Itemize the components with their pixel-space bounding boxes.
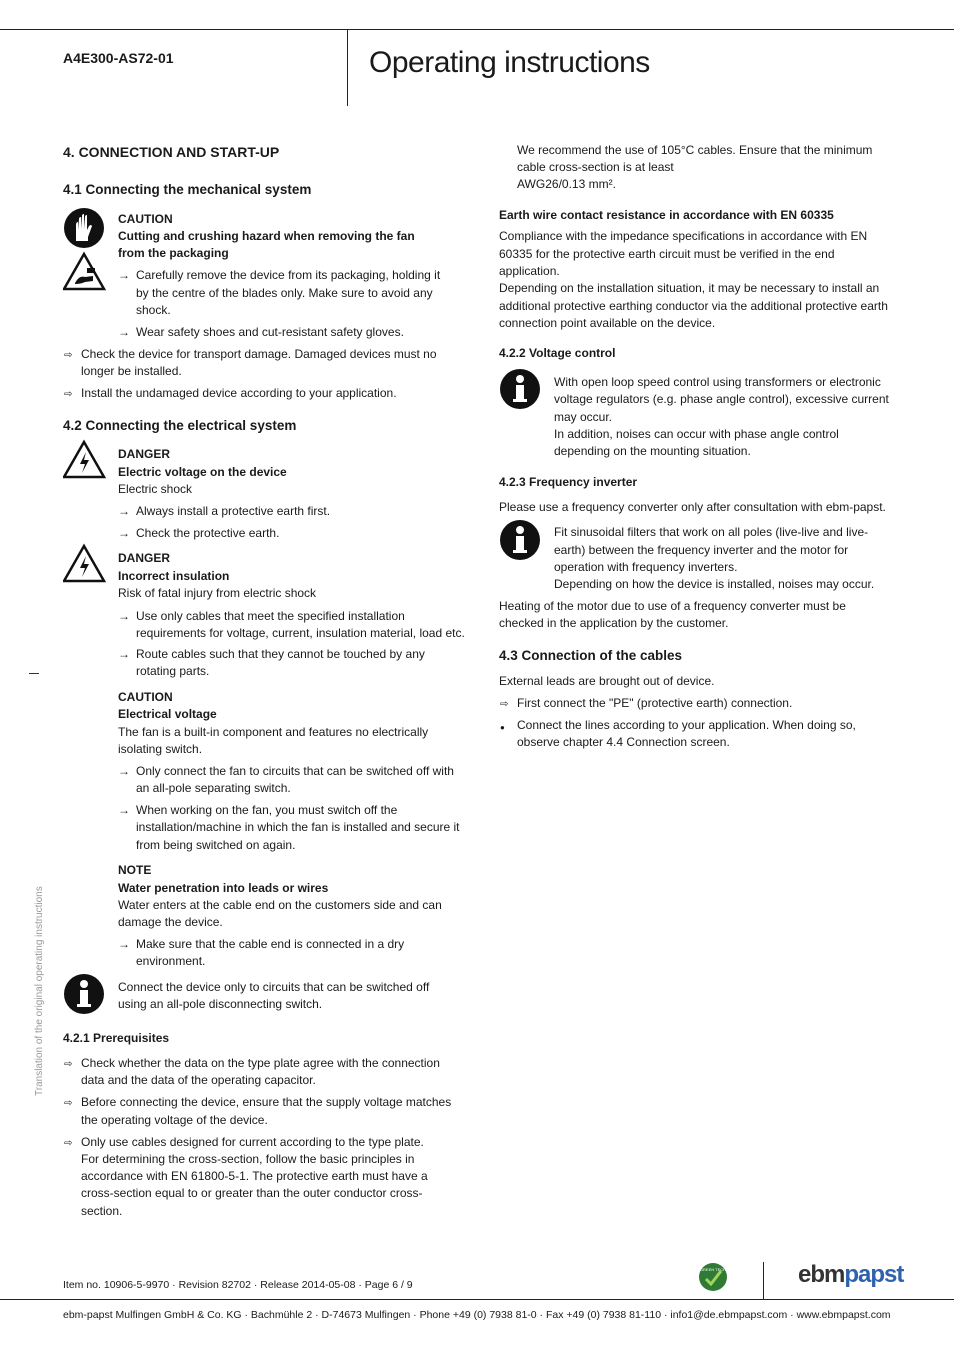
danger-label: DANGER <box>118 447 171 461</box>
caution-label: CAUTION <box>118 690 173 704</box>
list-item-line1: Check the device for transport damage. Damaged devices must no <box>81 347 437 361</box>
danger-title: Electric voltage on the device <box>118 465 287 479</box>
ebmpapst-logo <box>798 1260 903 1290</box>
frequency-inverter-line4: Depending on how the device is installed, noises may occur. <box>554 577 875 591</box>
arrow-icon: → <box>118 647 130 661</box>
margin-mark <box>29 673 39 674</box>
bullet-arrow-icon: ⇨ <box>64 1138 73 1149</box>
heading-4-2-2: 4.2.2 Voltage control <box>499 346 616 360</box>
frequency-inverter-line1: Fit sinusoidal filters that work on all poles (live-live and live- <box>554 525 869 539</box>
bullet-arrow-icon: ⇨ <box>64 1098 73 1109</box>
connection-step2-line2: observe chapter 4.4 Connection screen. <box>517 735 730 749</box>
info-text-line1: Connect the device only to circuits that can be switched off <box>118 980 430 994</box>
cable-rec-line2: cable cross-section is at least <box>517 160 674 174</box>
page-title: Operating instructions <box>369 46 650 79</box>
info-text-line2: using an all-pole disconnecting switch. <box>118 997 323 1011</box>
arrow-icon: → <box>118 504 130 518</box>
prereq-3-line3: accordance with EN 61800-5-1. The protective earth must have a <box>81 1169 428 1183</box>
footer-rule <box>0 1299 954 1300</box>
danger-label: DANGER <box>118 551 171 565</box>
caution-step2-line3: from being switched on again. <box>136 838 296 852</box>
note-subtitle-line2: damage the device. <box>118 915 223 929</box>
heading-earth-wire: Earth wire contact resistance in accordance with EN 60335 <box>499 208 834 222</box>
caution-label: CAUTION <box>118 212 173 226</box>
info-icon <box>499 519 543 561</box>
caution-step2: Wear safety shoes and cut-resistant safety gloves. <box>136 325 404 339</box>
caution-step1-line1: Carefully remove the device from its packaging, holding it <box>136 268 441 282</box>
caution-step1-line1: Only connect the fan to circuits that can be switched off with <box>136 764 454 778</box>
earth-text-line3: application. <box>499 264 560 278</box>
caution-title-line2: from the packaging <box>118 246 229 260</box>
connection-step1: First connect the "PE" (protective earth) connection. <box>517 696 793 710</box>
company-info: ebm-papst Mulfingen GmbH & Co. KG · Bachmühle 2 · D-74673 Mulfingen · Phone +49 (0) 7938 81-0 · Fax +49 (0) 7938 81-110 · info1@de.ebmpapst.com · www.ebmpapst.com <box>63 1309 891 1321</box>
safety-gloves-icon <box>63 207 107 249</box>
high-voltage-warning-icon <box>63 543 107 585</box>
list-item: Install the undamaged device according to your application. <box>81 386 397 400</box>
prereq-1-line1: Check whether the data on the type plate agree with the connection <box>81 1056 440 1070</box>
note-step1-line1: Make sure that the cable end is connected in a dry <box>136 937 405 951</box>
voltage-control-line5: depending on the mounting situation. <box>554 444 751 458</box>
arrow-icon: → <box>118 803 130 817</box>
caution-step2-line2: installation/machine in which the fan is installed and secure it <box>136 820 460 834</box>
caution-step1-line2: an all-pole separating switch. <box>136 781 291 795</box>
arrow-icon: → <box>118 764 130 778</box>
prereq-3-line5: section. <box>81 1204 123 1218</box>
danger-title: Incorrect insulation <box>118 569 230 583</box>
crushing-hazard-icon <box>63 251 107 293</box>
heading-4-1: 4.1 Connecting the mechanical system <box>63 182 312 197</box>
heating-line1: Heating of the motor due to use of a frequency converter must be <box>499 599 846 613</box>
caution-step2-line1: When working on the fan, you must switch off the <box>136 803 398 817</box>
caution-title: Electrical voltage <box>118 707 217 721</box>
caution-title-line1: Cutting and crushing hazard when removing the fan <box>118 229 415 243</box>
heating-line2: checked in the application by the customer. <box>499 616 729 630</box>
side-note: Translation of the original operating instructions <box>34 886 45 1096</box>
earth-text-line1: Compliance with the impedance specifications in accordance with EN <box>499 229 868 243</box>
note-label: NOTE <box>118 863 152 877</box>
heading-4-3: 4.3 Connection of the cables <box>499 648 683 663</box>
greentech-text: GREEN TECH <box>699 1267 727 1272</box>
greentech-logo-icon <box>698 1262 728 1292</box>
bullet-arrow-icon: ⇨ <box>64 389 73 400</box>
caution-subtitle-line2: isolating switch. <box>118 742 203 756</box>
connection-step2-line1: Connect the lines according to your application. When doing so, <box>517 718 856 732</box>
heading-4-2-3: 4.2.3 Frequency inverter <box>499 475 638 489</box>
item-info: Item no. 10906-5-9970 · Revision 82702 · Release 2014-05-08 · Page 6 / 9 <box>63 1279 413 1291</box>
danger-step1-line2: requirements for voltage, current, insulation material, load etc. <box>136 626 465 640</box>
caution-subtitle-line1: The fan is a built-in component and features no electrically <box>118 725 429 739</box>
prereq-3-line2: For determining the cross-section, follow the basic principles in <box>81 1152 415 1166</box>
caution-step1-line3: shock. <box>136 303 171 317</box>
cable-rec-line1: We recommend the use of 105°C cables. Ensure that the minimum <box>517 143 873 157</box>
voltage-control-line3: may occur. <box>554 410 613 424</box>
note-step1-line2: environment. <box>136 954 206 968</box>
earth-text-line2: 60335 for the protective earth circuit must be verified in the end <box>499 247 835 261</box>
bullet-arrow-icon: ⇨ <box>64 1059 73 1070</box>
prereq-1-line2: data and the data of the operating capacitor. <box>81 1073 316 1087</box>
danger-subtitle: Risk of fatal injury from electric shock <box>118 586 317 600</box>
prereq-3-line1: Only use cables designed for current according to the type plate. <box>81 1135 424 1149</box>
earth-text-line5: additional protective earthing conductor via the additional protective earth <box>499 299 888 313</box>
prereq-2-line1: Before connecting the device, ensure that the supply voltage matches <box>81 1095 452 1109</box>
danger-step2: Check the protective earth. <box>136 526 280 540</box>
external-leads-text: External leads are brought out of device. <box>499 674 715 688</box>
prereq-2-line2: the operating voltage of the device. <box>81 1113 268 1127</box>
frequency-inverter-line3: operation with frequency inverters. <box>554 560 738 574</box>
danger-step2-line1: Route cables such that they cannot be touched by any <box>136 647 425 661</box>
frequency-inverter-intro: Please use a frequency converter only after consultation with ebm-papst. <box>499 500 886 514</box>
danger-step2-line2: rotating parts. <box>136 664 210 678</box>
info-icon <box>63 973 107 1015</box>
logo-ebm: ebm <box>798 1261 845 1288</box>
voltage-control-line1: With open loop speed control using transformers or electronic <box>554 375 881 389</box>
earth-text-line6: connection point available on the device. <box>499 316 716 330</box>
header-divider <box>347 29 348 106</box>
voltage-control-line4: In addition, noises can occur with phase angle control <box>554 427 839 441</box>
bullet-arrow-icon: ⇨ <box>64 350 73 361</box>
note-title: Water penetration into leads or wires <box>118 881 329 895</box>
frequency-inverter-line2: earth) between the frequency inverter and the motor for <box>554 543 849 557</box>
prereq-3-line4: cross-section equal to or greater than the outer conductor cross- <box>81 1186 423 1200</box>
bullet-arrow-icon: ⇨ <box>500 699 509 710</box>
note-subtitle-line1: Water enters at the cable end on the customers side and can <box>118 898 442 912</box>
heading-4-2: 4.2 Connecting the electrical system <box>63 418 297 433</box>
section-heading-4: 4. CONNECTION AND START-UP <box>63 144 280 160</box>
logo-papst: papst <box>844 1261 904 1288</box>
heading-4-2-1: 4.2.1 Prerequisites <box>63 1031 170 1045</box>
arrow-icon: → <box>118 609 130 623</box>
cable-rec-line3: AWG26/0.13 mm². <box>517 177 616 191</box>
list-item-line2: longer be installed. <box>81 364 182 378</box>
earth-text-line4: Depending on the installation situation, it may be necessary to install an <box>499 281 880 295</box>
footer-divider <box>763 1262 764 1299</box>
danger-step1-line1: Use only cables that meet the specified installation <box>136 609 405 623</box>
voltage-control-line2: voltage regulators (e.g. phase angle control), excessive current <box>554 392 889 406</box>
model-number: A4E300-AS72-01 <box>63 50 174 66</box>
danger-subtitle: Electric shock <box>118 482 193 496</box>
high-voltage-warning-icon <box>63 439 107 481</box>
danger-step1: Always install a protective earth first. <box>136 504 331 518</box>
caution-step1-line2: by the centre of the blades only. Make sure to avoid any <box>136 286 433 300</box>
header-top-rule <box>0 29 954 30</box>
arrow-icon: → <box>118 526 130 540</box>
arrow-icon: → <box>118 937 130 951</box>
bullet-dot-icon: ● <box>500 723 505 732</box>
info-icon <box>499 368 543 410</box>
arrow-icon: → <box>118 268 130 282</box>
arrow-icon: → <box>118 325 130 339</box>
